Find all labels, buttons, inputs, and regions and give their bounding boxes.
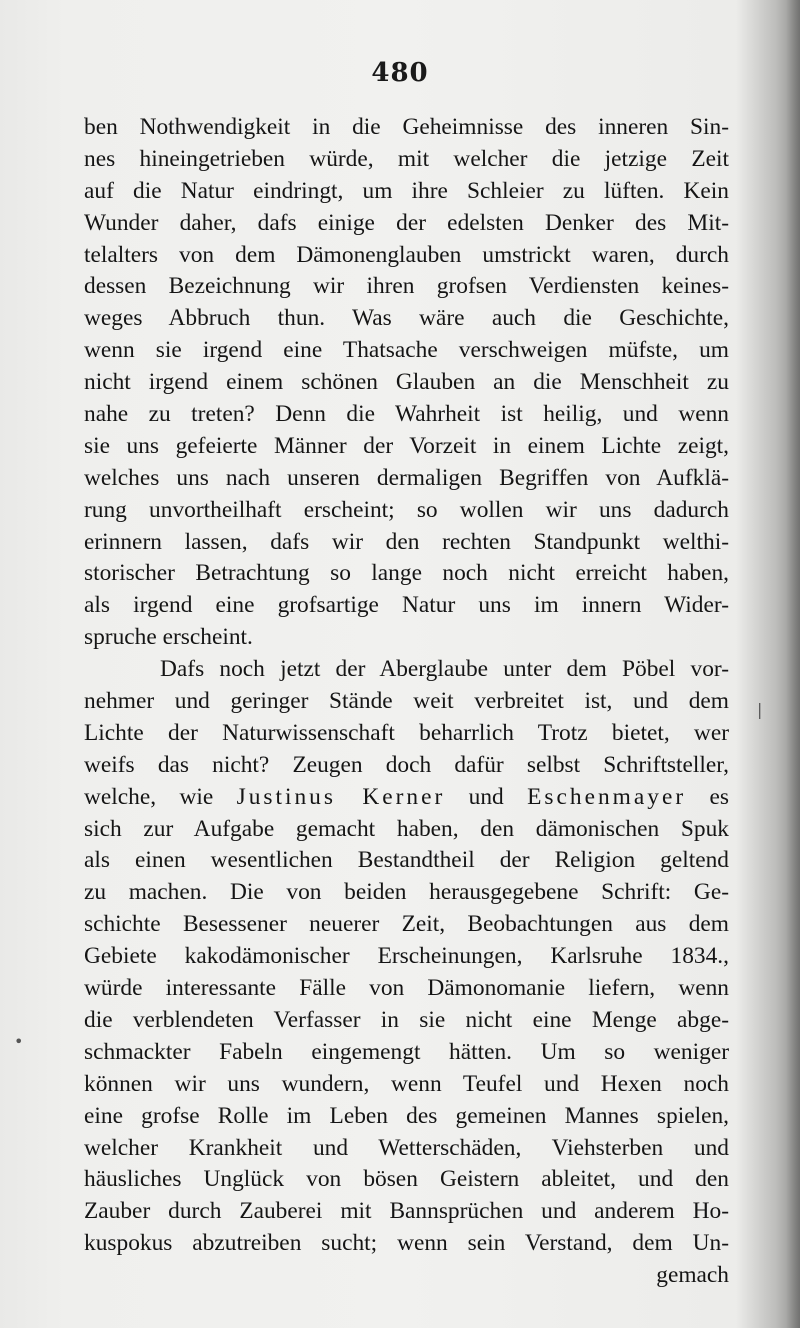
text-line: Wunder daher, dafs einige der edelsten Denker des Mit- <box>84 209 729 236</box>
text-segment: es <box>709 783 729 810</box>
text-segment: welche, wie <box>84 783 214 810</box>
text-line: Gebiete kakodämonischer Erscheinungen, Karlsruhe 1834., <box>84 943 729 970</box>
text-line: dessen Bezeichnung wir ihren grofsen Verdiensten keines- <box>84 273 729 300</box>
text-line: kuspokus abzutreiben sucht; wenn sein Verstand, dem Un- <box>84 1230 729 1257</box>
text-line: können wir uns wundern, wenn Teufel und Hexen noch <box>84 1070 729 1097</box>
text-line: häusliches Unglück von bösen Geistern ableitet, und den <box>84 1166 729 1193</box>
page-body-text <box>84 112 729 1292</box>
text-line: als einen wesentlichen Bestandtheil der Religion geltend <box>84 847 729 874</box>
text-line: welches uns nach unseren dermaligen Begriffen von Aufklä- <box>84 464 729 491</box>
text-line: nehmer und geringer Stände weit verbreitet ist, und dem <box>84 688 729 715</box>
margin-speck: | <box>757 700 763 719</box>
paragraph-2 <box>84 654 729 1260</box>
text-line: auf die Natur eindringt, um ihre Schleier zu lüften. Kein <box>84 177 729 204</box>
text-line: welcher Krankheit und Wetterschäden, Viehsterben und <box>84 1134 729 1161</box>
text-line: zu machen. Die von beiden herausgegebene Schrift: Ge- <box>84 879 729 906</box>
text-line: sich zur Aufgabe gemacht haben, den dämonischen Spuk <box>84 815 729 842</box>
text-line: wenn sie irgend eine Thatsache verschweigen müfste, um <box>84 337 729 364</box>
text-line: sie uns gefeierte Männer der Vorzeit in einem Lichte zeigt, <box>84 432 729 459</box>
text-line: storischer Betrachtung so lange noch nicht erreicht haben, <box>84 560 729 587</box>
spaced-name: Eschenmayer <box>527 783 687 810</box>
spaced-name: Justinus Kerner <box>236 783 446 810</box>
text-line: spruche erscheint. <box>84 624 253 651</box>
text-line: ben Nothwendigkeit in die Geheimnisse des inneren Sin- <box>84 114 729 140</box>
text-line: telalters von dem Dämonenglauben umstrickt waren, durch <box>84 241 729 268</box>
text-line: als irgend eine grofsartige Natur uns im innern Wider- <box>84 592 729 619</box>
text-line: weges Abbruch thun. Was wäre auch die Geschichte, <box>84 305 729 332</box>
text-line: würde interessante Fälle von Dämonomanie liefern, wenn <box>84 975 729 1002</box>
paragraph-1 <box>84 112 729 654</box>
text-line: schmackter Fabeln eingemengt hätten. Um so weniger <box>84 1038 729 1065</box>
margin-speck: • <box>14 1032 24 1051</box>
page-edge-shadow <box>786 0 800 1328</box>
text-line: die verblendeten Verfasser in sie nicht eine Menge abge- <box>84 1006 729 1033</box>
text-line: Zauber durch Zauberei mit Bannsprüchen und anderem Ho- <box>84 1198 729 1225</box>
text-line-with-names <box>84 782 729 814</box>
text-line: weifs das nicht? Zeugen doch dafür selbst Schriftsteller, <box>84 751 729 778</box>
catchword: gemach <box>656 1262 729 1289</box>
text-line: Dafs noch jetzt der Aberglaube unter dem Pöbel vor- <box>160 656 729 683</box>
page-number: 480 <box>371 58 429 88</box>
text-line: nicht irgend einem schönen Glauben an die Menschheit zu <box>84 369 729 396</box>
text-line: eine grofse Rolle im Leben des gemeinen Mannes spielen, <box>84 1102 729 1129</box>
text-line: rung unvortheilhaft erscheint; so wollen wir uns dadurch <box>84 496 729 523</box>
text-line: erinnern lassen, dafs wir den rechten Standpunkt welthi- <box>84 528 729 555</box>
text-line: Lichte der Naturwissenschaft beharrlich Trotz bietet, wer <box>84 719 729 746</box>
text-line: nes hineingetrieben würde, mit welcher die jetzige Zeit <box>84 145 729 172</box>
text-segment: und <box>468 783 504 810</box>
text-line: nahe zu treten? Denn die Wahrheit ist heilig, und wenn <box>84 401 729 428</box>
text-line: schichte Besessener neuerer Zeit, Beobachtungen aus dem <box>84 911 729 938</box>
